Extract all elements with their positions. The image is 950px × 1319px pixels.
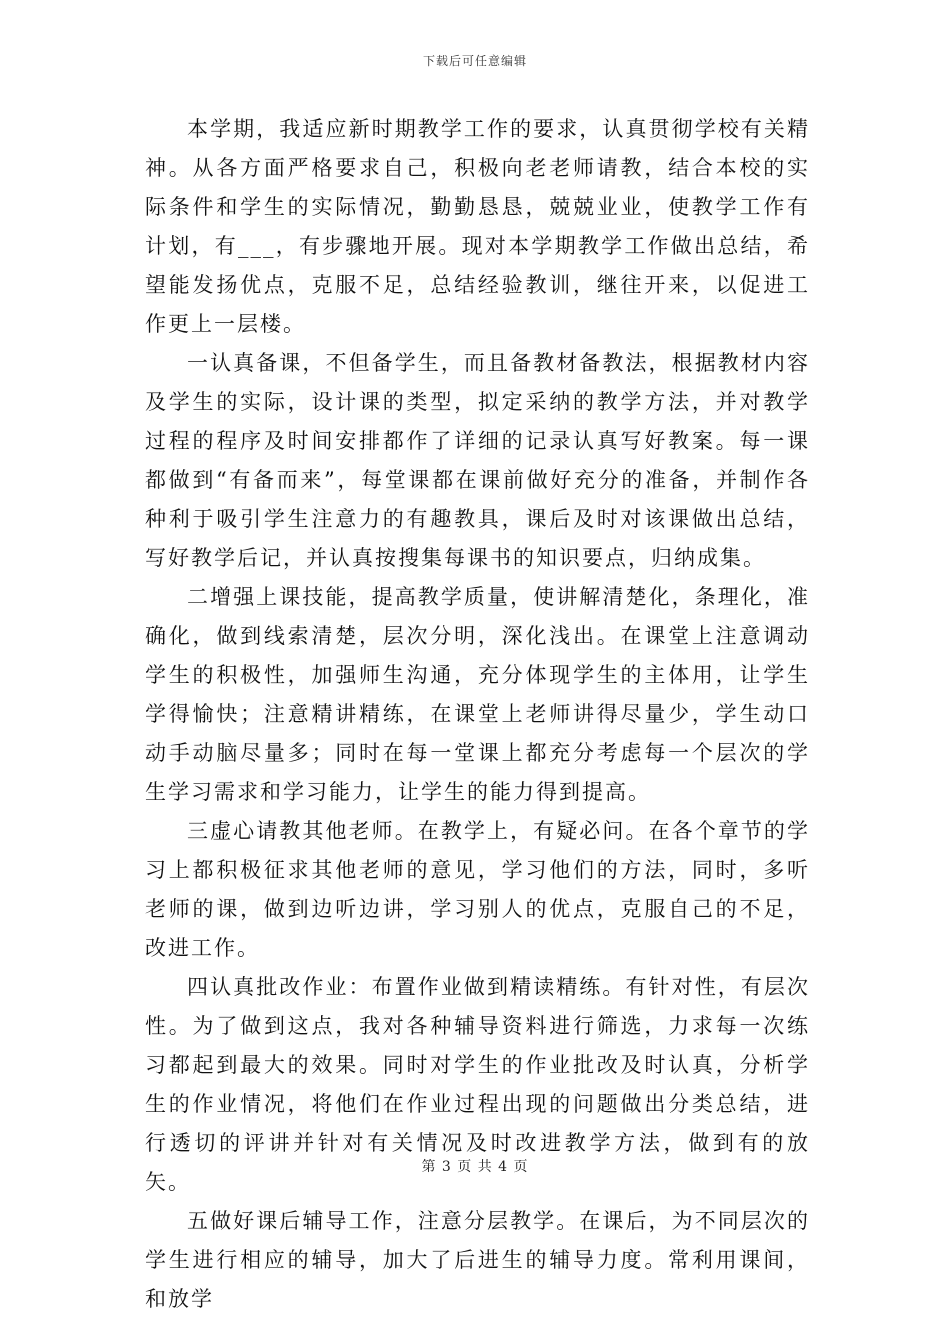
paragraph-after-class-tutoring: 五做好课后辅导工作，注意分层教学。在课后，为不同层次的学生进行相应的辅导，加大了后进生的辅导力度。常利用课间，和放学 <box>145 1209 810 1311</box>
paragraph-lesson-preparation: 一认真备课，不但备学生，而且备教材备教法，根据教材内容及学生的实际，设计课的类型，拟定采纳的教学方法，并对教学过程的程序及时间安排都作了详细的记录认真写好教案。每一课都做到“有备而来”，每堂课都在课前做好充分的准备，并制作各种利于吸引学生注意力的有趣教具，课后及时对该课做出总结，写好教学后记，并认真按搜集每课书的知识要点，归纳成集。 <box>145 351 810 570</box>
page-header: 下载后可任意编辑 <box>422 54 527 68</box>
paragraph-intro: 本学期，我适应新时期教学工作的要求，认真贯彻学校有关精神。从各方面严格要求自己，积极向老老师请教，结合本校的实际条件和学生的实际情况，勤勤恳恳，兢兢业业，使教学工作有计划，有___，有步骤地开展。现对本学期教学工作做出总结，希望能发扬优点，克服不足，总结经验教训，继往开来，以促进工作更上一层楼。 <box>145 117 810 336</box>
paragraph-consult-teachers: 三虚心请教其他老师。在教学上，有疑必问。在各个章节的学习上都积极征求其他老师的意见，学习他们的方法，同时，多听老师的课，做到边听边讲，学习别人的优点，克服自己的不足，改进工作。 <box>145 819 810 960</box>
document-body <box>145 110 810 1319</box>
paragraph-homework-correction: 四认真批改作业：布置作业做到精读精练。有针对性，有层次性。为了做到这点，我对各种辅导资料进行筛选，力求每一次练习都起到最大的效果。同时对学生的作业批改及时认真，分析学生的作业情况，将他们在作业过程出现的问题做出分类总结，进行透切的评讲并针对有关情况及时改进教学方法，做到有的放矢。 <box>145 975 810 1194</box>
paragraph-teaching-skills: 二增强上课技能，提高教学质量，使讲解清楚化，条理化，准确化，做到线索清楚，层次分明，深化浅出。在课堂上注意调动学生的积极性，加强师生沟通，充分体现学生的主体用，让学生学得愉快；注意精讲精练，在课堂上老师讲得尽量少，学生动口动手动脑尽量多；同时在每一堂课上都充分考虑每一个层次的学生学习需求和学习能力，让学生的能力得到提高。 <box>145 585 810 804</box>
page-number-footer: 第 3 页 共 4 页 <box>421 1159 529 1175</box>
